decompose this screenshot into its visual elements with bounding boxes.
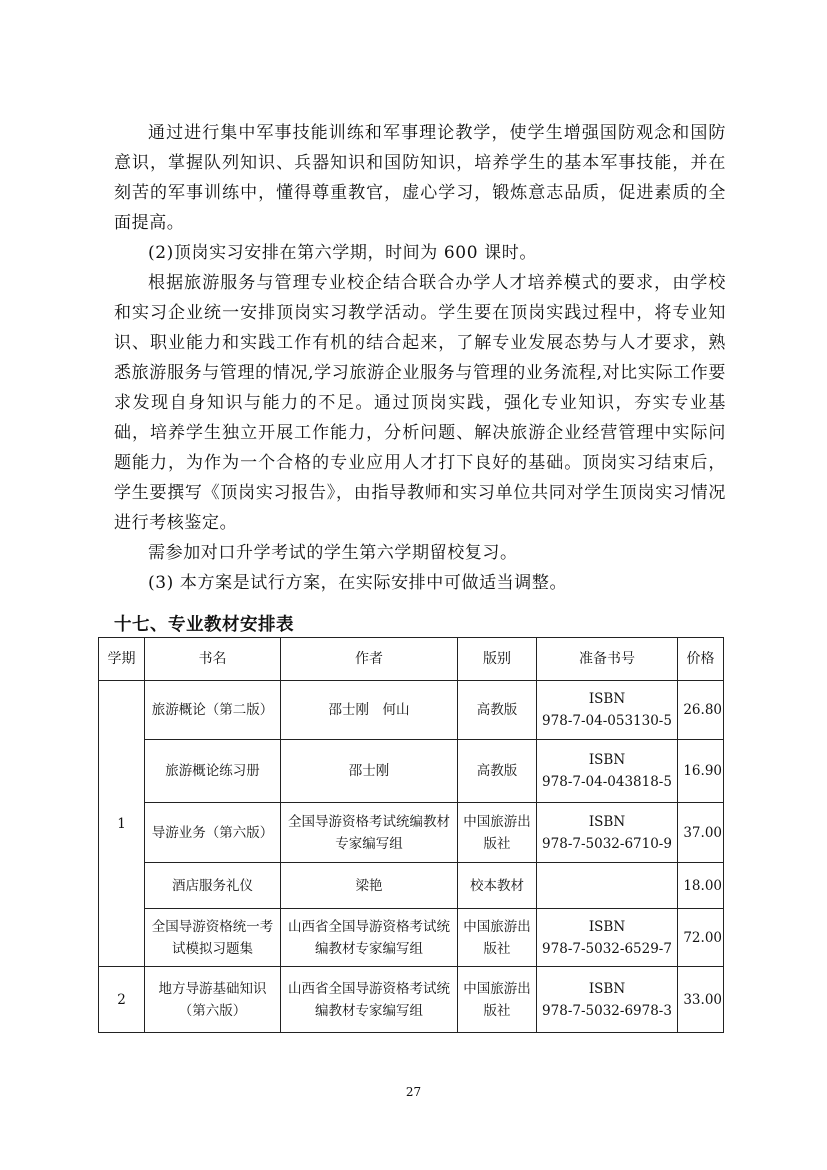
header-term: 学期 xyxy=(99,638,145,681)
isbn-prefix: ISBN xyxy=(588,691,626,707)
header-price: 价格 xyxy=(678,638,724,681)
publisher-cell: 中国旅游出版社 xyxy=(458,803,537,863)
price-cell: 26.80 xyxy=(678,681,724,740)
body-text xyxy=(114,118,726,598)
paragraph-exam-review: 需参加对口升学考试的学生第六学期留校复习。 xyxy=(148,543,518,563)
isbn-cell xyxy=(537,863,678,909)
table-header-row xyxy=(99,638,724,681)
table-row xyxy=(99,909,724,967)
page-number: 27 xyxy=(405,1085,422,1099)
title-cell: 导游业务（第六版） xyxy=(145,803,281,863)
term-cell: 2 xyxy=(99,967,145,1033)
price-cell: 18.00 xyxy=(678,863,724,909)
header-isbn: 准备书号 xyxy=(537,638,678,681)
isbn-number: 978-7-5032-6710-9 xyxy=(542,835,672,852)
title-cell: 地方导游基础知识（第六版） xyxy=(145,967,281,1033)
title-cell: 全国导游资格统一考试模拟习题集 xyxy=(145,909,281,967)
header-title: 书名 xyxy=(145,638,281,681)
publisher-cell: 高教版 xyxy=(458,740,537,803)
price-cell: 16.90 xyxy=(678,740,724,803)
author-cell: 邵士刚 何山 xyxy=(281,681,458,740)
term-cell: 1 xyxy=(99,681,145,967)
isbn-number: 978-7-5032-6529-7 xyxy=(542,940,672,957)
isbn-prefix: ISBN xyxy=(588,980,626,997)
title-cell: 旅游概论练习册 xyxy=(145,740,281,803)
isbn-number: 978-7-5032-6978-3 xyxy=(542,1002,672,1019)
publisher-cell: 中国旅游出版社 xyxy=(458,909,537,967)
section-heading: 十七、专业教材安排表 xyxy=(114,615,294,635)
isbn-cell xyxy=(537,967,678,1033)
publisher-cell: 校本教材 xyxy=(458,863,537,909)
isbn-cell xyxy=(537,740,678,803)
isbn-cell xyxy=(537,909,678,967)
paragraph-internship-schedule: (2)顶岗实习安排在第六学期，时间为 600 课时。 xyxy=(148,243,537,263)
textbook-table xyxy=(98,637,724,1033)
paragraph-internship-description: 根据旅游服务与管理专业校企结合联合办学人才培养模式的要求，由学校和实习企业统一安排顶岗实习教学活动。学生要在顶岗实践过程中，将专业知识、职业能力和实践工作有机的结合起来，了解专业发展态势与人才要求，熟悉旅游服务与管理的情况,学习旅游企业服务与管理的业务流程,对比实际工作要求发现自身知识与能力的不足。通过顶岗实践，强化专业知识，夯实专业基础，培养学生独立开展工作能力，分析问题、解决旅游企业经营管理中实际问题能力，为作为一个合格的专业应用人才打下良好的基础。顶岗实习结束后，学生要撰写《顶岗实习报告》，由指导教师和实习单位共同对学生顶岗实习情况进行考核鉴定。 xyxy=(114,273,726,533)
header-author: 作者 xyxy=(281,638,458,681)
isbn-prefix: ISBN xyxy=(588,813,626,830)
title-cell: 旅游概论（第二版） xyxy=(145,681,281,740)
table-row xyxy=(99,681,724,740)
price-cell: 33.00 xyxy=(678,967,724,1033)
isbn-prefix: ISBN xyxy=(588,918,626,935)
author-cell: 山西省全国导游资格考试统编教材专家编写组 xyxy=(281,967,458,1033)
publisher-cell: 中国旅游出版社 xyxy=(458,967,537,1033)
price-cell: 72.00 xyxy=(678,909,724,967)
table-row xyxy=(99,967,724,1033)
table-row xyxy=(99,803,724,863)
isbn-cell xyxy=(537,681,678,740)
publisher-cell: 高教版 xyxy=(458,681,537,740)
author-cell: 山西省全国导游资格考试统编教材专家编写组 xyxy=(281,909,458,967)
header-publisher: 版别 xyxy=(458,638,537,681)
isbn-number: 978-7-04-043818-5 xyxy=(542,774,672,790)
author-cell: 全国导游资格考试统编教材专家编写组 xyxy=(281,803,458,863)
author-cell: 邵士刚 xyxy=(281,740,458,803)
paragraph-trial-plan: (3) 本方案是试行方案，在实际安排中可做适当调整。 xyxy=(148,573,568,593)
table-row xyxy=(99,863,724,909)
author-cell: 梁艳 xyxy=(281,863,458,909)
paragraph-military-training: 通过进行集中军事技能训练和军事理论教学，使学生增强国防观念和国防意识，掌握队列知识、兵器知识和国防知识，培养学生的基本军事技能，并在刻苦的军事训练中，懂得尊重教官，虚心学习，锻炼意志品质，促进素质的全面提高。 xyxy=(114,123,726,233)
price-cell: 37.00 xyxy=(678,803,724,863)
isbn-cell xyxy=(537,803,678,863)
isbn-prefix: ISBN xyxy=(588,752,626,768)
table-row xyxy=(99,740,724,803)
isbn-number: 978-7-04-053130-5 xyxy=(542,713,672,729)
title-cell: 酒店服务礼仪 xyxy=(145,863,281,909)
